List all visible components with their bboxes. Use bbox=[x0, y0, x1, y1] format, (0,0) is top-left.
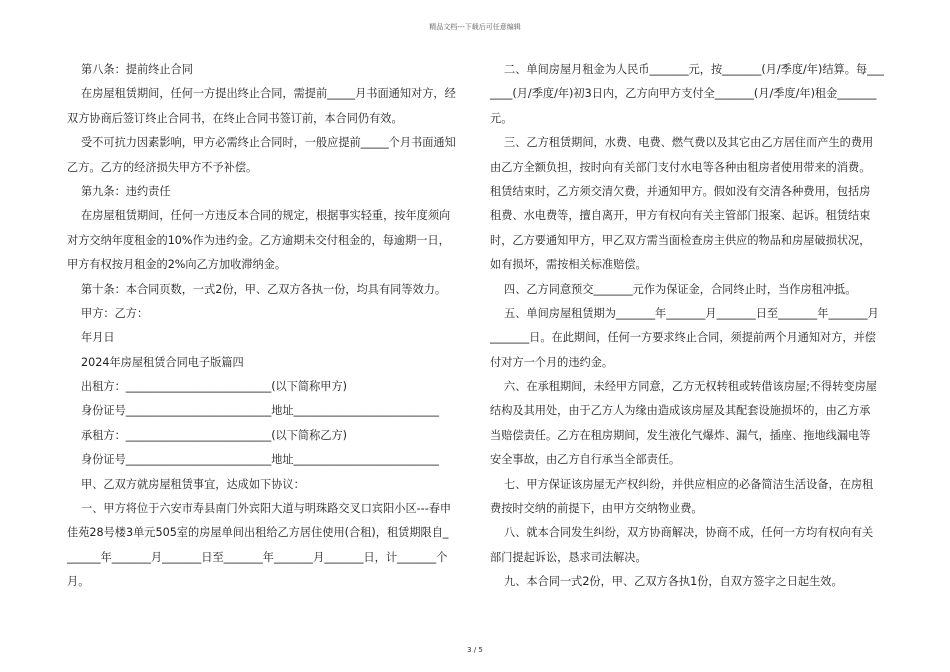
text-line: 结构及其用处，由于乙方人为缘由造成该房屋及其配套设施损坏的，由乙方承 bbox=[490, 404, 871, 418]
text-line: 甲方：乙方： bbox=[81, 306, 149, 320]
text-line: 由乙方全额负担，按时向有关部门支付水电等各种由租房者使用带来的消费。 bbox=[490, 160, 871, 174]
text-line: 受不可抗力因素影响，甲方必需终止合同时，一般应提前_____个月书面通知 bbox=[81, 136, 456, 150]
text-line: 当赔偿责任。乙方在租房期间，发生液化气爆炸、漏气，插座、拖地线漏电等 bbox=[490, 428, 871, 442]
text-line: 佳苑28号楼3单元505室的房屋单间出租给乙方居住使用(合租)，租赁期限自_ bbox=[67, 526, 449, 540]
text-line: 甲、乙双方就房屋租赁事宜，达成如下协议： bbox=[81, 477, 305, 491]
text-line: 费按时交纳的前提下，由甲方交纳物业费。 bbox=[490, 502, 703, 516]
page-number: 3 / 5 bbox=[467, 646, 483, 654]
left-column bbox=[67, 58, 467, 595]
text-line: 2024年房屋租赁合同电子版篇四 bbox=[81, 355, 244, 369]
text-line: 元。 bbox=[490, 111, 513, 125]
text-line: 租费、水电费等，擅自离开，甲方有权向有关主管部门报案、起诉。租赁结束 bbox=[490, 209, 871, 223]
text-line: 月。 bbox=[67, 575, 90, 589]
text-line: 第九条：违约责任 bbox=[81, 184, 171, 198]
text-line: 如有损坏，需按相关标准赔偿。 bbox=[490, 258, 647, 272]
text-line: 七、甲方保证该房屋无产权纠纷，并供应相应的必备简洁生活设备，在房租 bbox=[504, 477, 874, 491]
text-line: ____(月/季度/年)初3日内，乙方向甲方支付全_______(月/季度/年)租金_______ bbox=[490, 87, 877, 101]
text-line: ______年_______月_______日至_______年_______月_______日，计_______个 bbox=[67, 550, 448, 564]
text-line: 六、在承租期间，未经甲方同意，乙方无权转租或转借该房屋;不得转变房屋 bbox=[504, 380, 877, 394]
text-line: 租赁结束时，乙方须交清欠费，并通知甲方。假如没有交清各种费用，包括房 bbox=[490, 184, 871, 198]
text-line: 在房屋租赁期间，任何一方违反本合同的规定，根据事实轻重，按年度须向 bbox=[81, 209, 451, 223]
text-line: _______日。在此期间，任何一方要求终止合同，须提前两个月通知对方，并偿 bbox=[490, 331, 876, 345]
text-line: 身份证号__________________________地址__________________________ bbox=[81, 453, 440, 467]
right-column bbox=[490, 58, 885, 595]
text-line: 在房屋租赁期间，任何一方提出终止合同，需提前_____月书面通知对方，经 bbox=[81, 87, 456, 101]
text-line: 甲方有权按月租金的2%向乙方加收滞纳金。 bbox=[67, 258, 287, 272]
text-line: 出租方：__________________________(以下简称甲方) bbox=[81, 380, 348, 394]
text-line: 部门提起诉讼，恳求司法解决。 bbox=[490, 550, 647, 564]
text-line: 承租方：__________________________(以下简称乙方) bbox=[81, 428, 348, 442]
text-line: 年月日 bbox=[81, 331, 115, 345]
text-line: 三、乙方租赁期间，水费、电费、燃气费以及其它由乙方居住而产生的费用 bbox=[504, 136, 874, 150]
text-line: 第十条：本合同页数，一式2份，甲、乙双方各执一份，均具有同等效力。 bbox=[81, 282, 447, 296]
text-line: 时，乙方要通知甲方，甲乙双方需当面检查房主供应的物品和房屋破损状况， bbox=[490, 233, 871, 247]
text-line: 付对方一个月的违约金。 bbox=[490, 355, 614, 369]
text-line: 一、甲方将位于六安市寿县南门外宾阳大道与明珠路交叉口宾阳小区---春申 bbox=[81, 502, 452, 516]
text-line: 八、就本合同发生纠纷，双方协商解决，协商不成，任何一方均有权向有关 bbox=[504, 526, 874, 540]
text-line: 第八条：提前终止合同 bbox=[81, 63, 193, 76]
text-line: 四、乙方同意预交_______元作为保证金，合同终止时，当作房租冲抵。 bbox=[504, 282, 857, 296]
text-line: 安全事故，由乙方自行承当全部责任。 bbox=[490, 453, 681, 467]
text-line: 乙方。乙方的经济损失甲方不予补偿。 bbox=[67, 160, 258, 174]
page-header: 精品文档---下载后可任意编辑 bbox=[429, 23, 521, 31]
text-line: 九、本合同一式2份，甲、乙双方各执1份，自双方签字之日起生效。 bbox=[504, 575, 843, 589]
text-line: 身份证号__________________________地址__________________________ bbox=[81, 404, 440, 418]
text-line: 五、单间房屋租赁期为_______年_______月_______日至_______年_______月 bbox=[504, 306, 879, 320]
text-line: 对方交纳年度租金的10%作为违约金。乙方逾期未交付租金的，每逾期一日， bbox=[67, 233, 450, 247]
text-line: 二、单间房屋月租金为人民币_______元，按_______(月/季度/年)结算。每___ bbox=[504, 63, 884, 76]
text-line: 双方协商后签订终止合同书，在终止合同书签订前，本合同仍有效。 bbox=[67, 111, 403, 125]
